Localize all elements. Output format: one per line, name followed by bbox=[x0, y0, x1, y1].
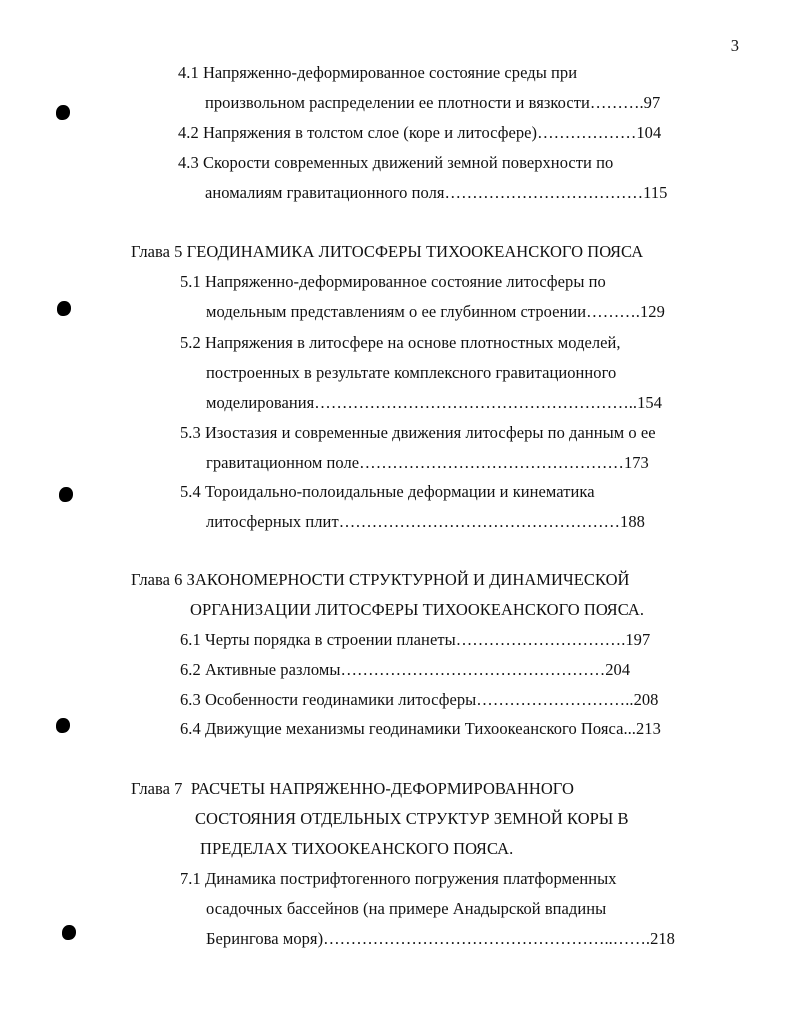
toc-entry-7-1-line1: 7.1 Динамика пострифтогенного погружения платформенных bbox=[180, 869, 617, 888]
toc-chapter-6-heading-line1: Глава 6 ЗАКОНОМЕРНОСТИ СТРУКТУРНОЙ И ДИНАМИЧЕСКОЙ bbox=[131, 570, 630, 589]
page-number: 3 bbox=[730, 36, 739, 55]
toc-entry-4-3-line2: аномалиям гравитационного поля………………………………115 bbox=[205, 183, 668, 202]
toc-entry-6-4: 6.4 Движущие механизмы геодинамики Тихоокеанского Пояса...213 bbox=[180, 719, 661, 738]
toc-entry-4-1-line1: 4.1 Напряженно-деформированное состояние среды при bbox=[178, 63, 578, 82]
toc-entry-6-3: 6.3 Особенности геодинамики литосферы………………………..208 bbox=[180, 690, 659, 709]
toc-entry-5-1-line1: 5.1 Напряженно-деформированное состояние литосферы по bbox=[180, 272, 606, 291]
toc-entry-6-1: 6.1 Черты порядка в строении планеты………………………….197 bbox=[180, 630, 651, 649]
toc-entry-5-2-line2: построенных в результате комплексного гравитационного bbox=[206, 363, 617, 382]
toc-entry-5-4-line2: литосферных плит……………………………………………188 bbox=[206, 512, 645, 531]
toc-chapter-7-heading-line3: ПРЕДЕЛАХ ТИХООКЕАНСКОГО ПОЯСА. bbox=[200, 839, 514, 858]
toc-entry-4-3-line1: 4.3 Скорости современных движений земной поверхности по bbox=[178, 153, 614, 172]
toc-chapter-5-heading: Глава 5 ГЕОДИНАМИКА ЛИТОСФЕРЫ ТИХООКЕАНСКОГО ПОЯСА bbox=[131, 242, 644, 261]
toc-entry-5-3-line2: гравитационном поле…………………………………………173 bbox=[206, 453, 649, 472]
toc-entry-4-2: 4.2 Напряжения в толстом слое (коре и литосфере)………………104 bbox=[178, 123, 662, 142]
toc-entry-5-2-line1: 5.2 Напряжения в литосфере на основе плотностных моделей, bbox=[180, 333, 621, 352]
punch-hole-mark bbox=[56, 105, 70, 120]
punch-hole-mark bbox=[59, 487, 73, 502]
toc-entry-5-3-line1: 5.3 Изостазия и современные движения литосферы по данным о ее bbox=[180, 423, 656, 442]
toc-entry-6-2: 6.2 Активные разломы…………………………………………204 bbox=[180, 660, 631, 679]
toc-chapter-7-heading-line1: Глава 7 РАСЧЕТЫ НАПРЯЖЕННО-ДЕФОРМИРОВАННОГО bbox=[131, 779, 574, 798]
punch-hole-mark bbox=[62, 925, 76, 940]
toc-entry-5-4-line1: 5.4 Тороидально-полоидальные деформации и кинематика bbox=[180, 482, 595, 501]
toc-entry-7-1-line2: осадочных бассейнов (на примере Анадырской впадины bbox=[206, 899, 607, 918]
punch-hole-mark bbox=[57, 301, 71, 316]
toc-entry-5-1-line2: модельным представлениям о ее глубинном строении……….129 bbox=[206, 302, 665, 321]
toc-chapter-6-heading-line2: ОРГАНИЗАЦИИ ЛИТОСФЕРЫ ТИХООКЕАНСКОГО ПОЯСА. bbox=[190, 600, 645, 619]
punch-hole-mark bbox=[56, 718, 70, 733]
toc-entry-7-1-line3: Берингова моря)……………………………………………..…….218 bbox=[206, 929, 675, 948]
toc-entry-4-1-line2: произвольном распределении ее плотности и вязкости……….97 bbox=[205, 93, 661, 112]
toc-entry-5-2-line3: моделирования…………………………………………………..154 bbox=[206, 393, 662, 412]
toc-chapter-7-heading-line2: СОСТОЯНИЯ ОТДЕЛЬНЫХ СТРУКТУР ЗЕМНОЙ КОРЫ В bbox=[195, 809, 629, 828]
